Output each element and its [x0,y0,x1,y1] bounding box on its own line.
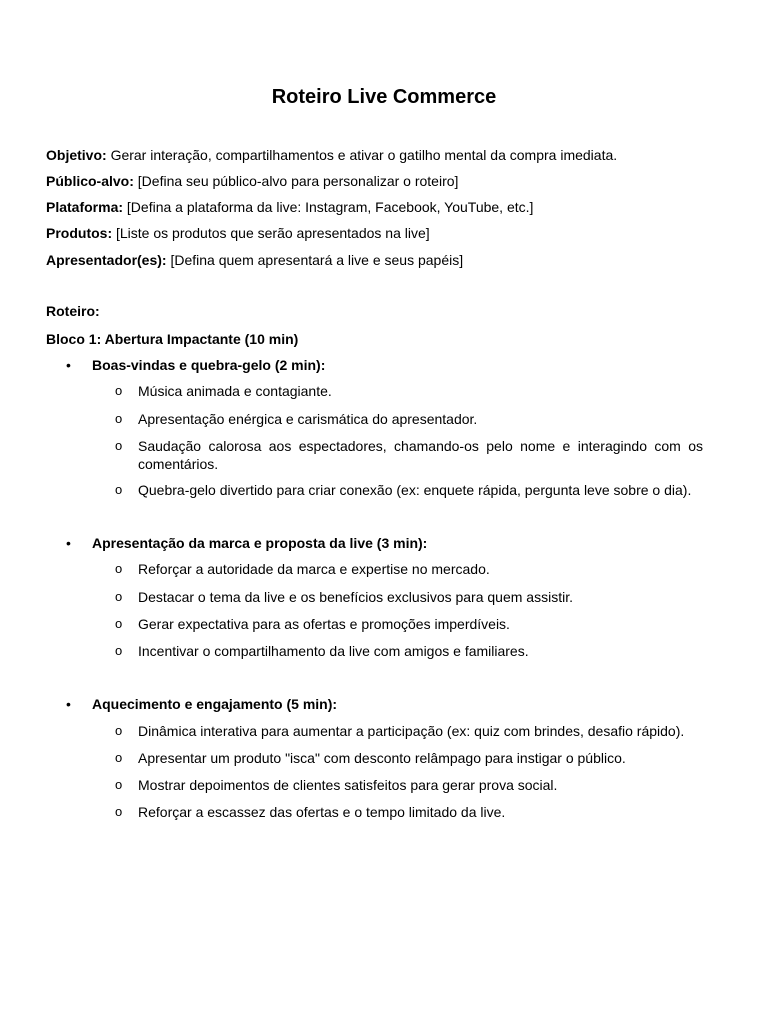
sub-bullet-marker: o [115,589,123,604]
field-value: [Defina quem apresentará a live e seus papéis] [170,252,464,268]
field-apresentadores [46,251,726,269]
sub-bullet-marker: o [115,750,123,765]
field-label: Plataforma: [46,199,124,215]
section-heading-boas-vindas: Boas-vindas e quebra-gelo (2 min): [92,357,326,373]
sub-bullet-marker: o [115,643,123,658]
sub-bullet-marker: o [115,411,123,426]
field-label: Público-alvo: [46,173,134,189]
list-item: Apresentação enérgica e carismática do apresentador. [138,411,478,427]
list-item: Dinâmica interativa para aumentar a participação (ex: quiz com brindes, desafio rápido). [138,723,685,739]
sub-bullet-marker: o [115,482,123,497]
list-item: Apresentar um produto "isca" com desconto relâmpago para instigar o público. [138,750,626,766]
list-item: Reforçar a escassez das ofertas e o tempo limitado da live. [138,804,506,820]
block-1-title: Bloco 1: Abertura Impactante (10 min) [46,331,299,347]
field-objetivo [46,146,726,164]
field-label: Produtos: [46,225,113,241]
list-item: Música animada e contagiante. [138,383,332,399]
sub-bullet-marker: o [115,723,123,738]
sub-bullet-marker: o [115,383,123,398]
list-item: Quebra-gelo divertido para criar conexão (ex: enquete rápida, pergunta leve sobre o dia). [138,482,692,498]
sub-bullet-marker: o [115,561,123,576]
field-label: Objetivo: [46,147,107,163]
list-item: Saudação calorosa aos espectadores, chamando-os pelo nome e interagindo com os comentários. [138,438,703,472]
list-item: Destacar o tema da live e os benefícios exclusivos para quem assistir. [138,589,573,605]
field-produtos [46,224,726,242]
sub-bullet-marker: o [115,777,123,792]
section-heading-apresentacao-marca: Apresentação da marca e proposta da live (3 min): [92,535,428,551]
list-item: Mostrar depoimentos de clientes satisfeitos para gerar prova social. [138,777,558,793]
sub-bullet-marker: o [115,616,123,631]
field-value: Gerar interação, compartilhamentos e ativar o gatilho mental da compra imediata. [110,147,618,163]
list-item: Gerar expectativa para as ofertas e promoções imperdíveis. [138,616,510,632]
field-value: [Defina seu público-alvo para personalizar o roteiro] [137,173,459,189]
field-value: [Defina a plataforma da live: Instagram, Facebook, YouTube, etc.] [126,199,534,215]
field-value: [Liste os produtos que serão apresentados na live] [116,225,430,241]
field-publico-alvo [46,172,726,190]
field-plataforma [46,198,726,216]
bullet-marker: • [66,357,71,373]
list-item: Reforçar a autoridade da marca e expertise no mercado. [138,561,490,577]
roteiro-heading: Roteiro: [46,303,100,319]
document-title: Roteiro Live Commerce [271,86,497,108]
sub-bullet-marker: o [115,804,123,819]
section-heading-aquecimento: Aquecimento e engajamento (5 min): [92,696,338,712]
field-label: Apresentador(es): [46,252,167,268]
sub-bullet-marker: o [115,438,123,453]
bullet-marker: • [66,535,71,551]
bullet-marker: • [66,696,71,712]
list-item: Incentivar o compartilhamento da live com amigos e familiares. [138,643,529,659]
